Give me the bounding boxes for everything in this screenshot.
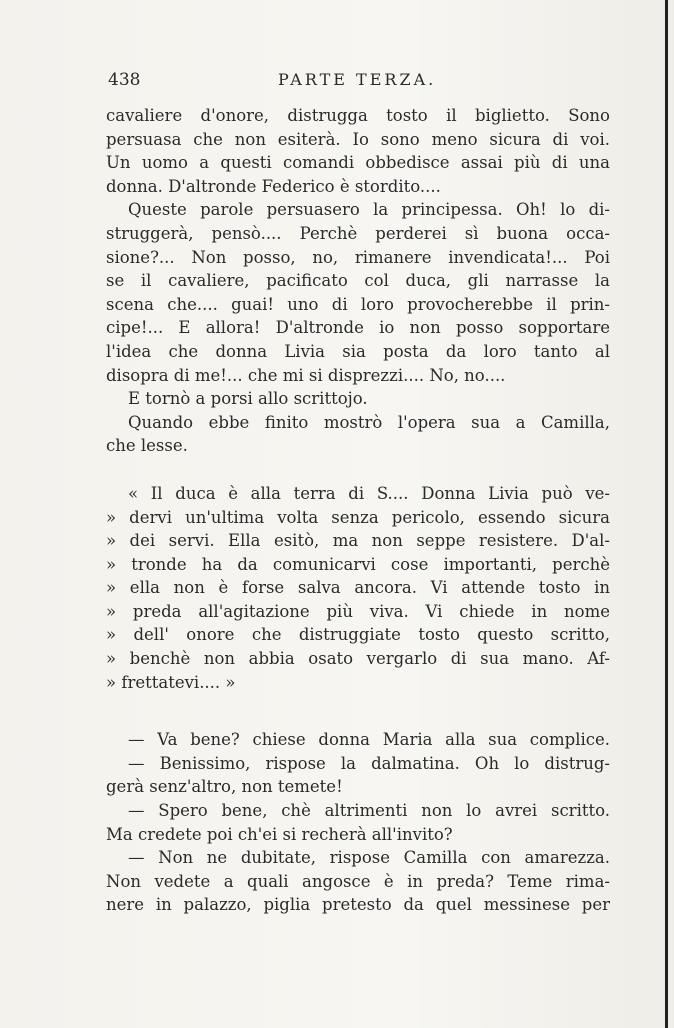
text-line: Queste parole persuasero la principessa. Oh! lo di-	[128, 200, 610, 220]
letter-line: » preda all'agitazione più viva. Vi chiede in nome	[106, 601, 610, 621]
dialogue-line: Ma credete poi ch'ei si recherà all'invito?	[106, 824, 453, 844]
letter-line: » ella non è forse salva ancora. Vi attende tosto in	[106, 578, 610, 598]
text-line: E tornò a porsi allo scrittojo.	[128, 389, 368, 409]
page-header	[108, 70, 608, 94]
dialogue-line: Non vedete a quali angosce è in preda? Teme rima-	[106, 871, 610, 891]
text-line: scena che.... guai! uno di loro provocherebbe il prin-	[106, 294, 610, 314]
text-line: Quando ebbe finito mostrò l'opera sua a Camilla,	[128, 412, 610, 432]
text-line: cavaliere d'onore, distrugga tosto il biglietto. Sono	[106, 106, 610, 125]
letter-line: » dei servi. Ella esitò, ma non seppe resistere. D'al-	[106, 531, 610, 551]
dialogue-line: — Spero bene, chè altrimenti non lo avrei scritto.	[128, 801, 610, 821]
dialogue-line: nere in palazzo, piglia pretesto da quel messinese per	[106, 895, 610, 915]
page-number: 438	[108, 70, 141, 90]
text-line: Un uomo a questi comandi obbedisce assai più di una	[106, 153, 610, 173]
paragraph-gap	[106, 458, 610, 482]
text-line: struggerà, pensò.... Perchè perderei sì buona occa-	[106, 223, 610, 243]
letter-line: » dell' onore che distruggiate tosto questo scritto,	[106, 625, 610, 645]
text-line: l'idea che donna Livia sia posta da loro tanto al	[106, 341, 610, 361]
dialogue-line: — Benissimo, rispose la dalmatina. Oh lo distrug-	[128, 753, 610, 773]
letter-line: » frettatevi.... »	[106, 672, 236, 692]
text-line: disopra di me!... che mi si disprezzi.... No, no....	[106, 365, 506, 385]
page-binding-edge	[665, 0, 668, 1028]
running-title: PARTE TERZA.	[278, 70, 437, 89]
letter-line: » benchè non abbia osato vergarlo di sua mano. Af-	[106, 649, 610, 669]
letter-line: « Il duca è alla terra di S.... Donna Livia può ve-	[128, 483, 610, 503]
text-line: che lesse.	[106, 436, 188, 456]
letter-line: » tronde ha da comunicarvi cose importanti, perchè	[106, 554, 610, 574]
letter-line: » dervi un'ultima volta senza pericolo, essendo sicura	[106, 507, 610, 527]
text-line: donna. D'altronde Federico è stordito....	[106, 176, 441, 196]
text-line: se il cavaliere, pacificato col duca, gli narrasse la	[106, 271, 610, 291]
paragraph-gap	[106, 694, 610, 728]
text-line: cipe!... E allora! D'altronde io non posso sopportare	[106, 318, 610, 338]
dialogue-line: gerà senz'altro, non temete!	[106, 777, 343, 797]
page-body	[106, 104, 610, 917]
dialogue-line: — Non ne dubitate, rispose Camilla con amarezza.	[128, 848, 610, 868]
text-line: persuasa che non esiterà. Io sono meno sicura di voi.	[106, 129, 610, 149]
text-line: sione?... Non posso, no, rimanere invendicata!... Poi	[106, 247, 610, 267]
dialogue-line: — Va bene? chiese donna Maria alla sua complice.	[128, 730, 610, 750]
